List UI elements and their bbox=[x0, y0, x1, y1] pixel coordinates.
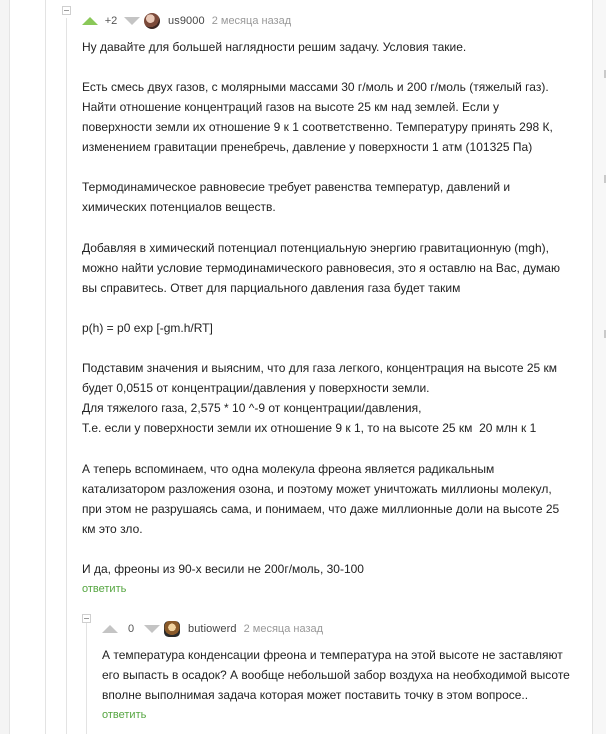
comment-text-line: катализатором разложения озона, и поэтому может уничтожать миллионы молекул, bbox=[82, 482, 552, 496]
comment-text-line: p(h) = p0 exp [-gm.h/RT] bbox=[82, 321, 213, 335]
comment-text-line: вы справитесь. Ответ для парциального давления газа будет таким bbox=[82, 281, 461, 295]
comment-text-line: вполне выполнимая задача которая может поставить точку в этом вопросе.. bbox=[102, 688, 529, 702]
thread-line-level2 bbox=[86, 622, 87, 734]
avatar[interactable] bbox=[144, 13, 160, 29]
comment-text-line: Подставим значения и выясним, что для газа легкого, концентрация на высоте 25 км bbox=[82, 361, 558, 375]
comment-text-line: его выпасть в осадок? А вообще небольшой забор воздуха на необходимой высоте bbox=[102, 668, 570, 682]
comment-text-line: А теперь вспоминаем, что одна молекула фреона является радикальным bbox=[82, 462, 495, 476]
avatar[interactable] bbox=[164, 621, 180, 637]
rating-value: 0 bbox=[127, 623, 135, 635]
rating-value: +2 bbox=[104, 15, 118, 27]
comment-text-line: км это зло. bbox=[82, 522, 143, 536]
author-name[interactable]: us9000 bbox=[168, 15, 205, 27]
left-page-frame bbox=[0, 0, 10, 734]
upvote-icon[interactable] bbox=[82, 17, 98, 25]
comment-text-line: при этом не разрушаясь сама, и понимаем, что даже миллионные доли на высоте 25 bbox=[82, 502, 560, 516]
collapse-thread-button[interactable] bbox=[82, 614, 91, 623]
comment-text-line: Т.е. если у поверхности земли их отношение 9 к 1, то на высоте 25 км 20 млн к 1 bbox=[82, 421, 537, 435]
comment-text-line: А температура конденсации фреона и температура на этой высоте не заставляют bbox=[102, 648, 563, 662]
comment-text-line: Термодинамическое равновесие требует равенства температур, давлений и bbox=[82, 180, 511, 194]
author-name[interactable]: butiowerd bbox=[188, 623, 237, 635]
vote-widget bbox=[82, 15, 140, 27]
thread-line-level1 bbox=[66, 18, 67, 734]
comment-text-line: химических потенциалов веществ. bbox=[82, 200, 276, 214]
comment-text-line: можно найти условие термодинамического равновесия, это я оставлю на Вас, думаю bbox=[82, 261, 560, 275]
downvote-icon[interactable] bbox=[124, 17, 140, 25]
comment-text-line: будет 0,0515 от концентрации/давления у поверхности земли. bbox=[82, 381, 430, 395]
comment-text-line: Для тяжелого газа, 2,575 * 10 ^-9 от концентрации/давления, bbox=[82, 401, 422, 415]
downvote-icon[interactable] bbox=[144, 625, 160, 633]
comment-timestamp[interactable]: 2 месяца назад bbox=[211, 15, 292, 27]
comment-text-line: И да, фреоны из 90-х весили не 200г/моль, 30-100 bbox=[82, 562, 364, 576]
collapse-thread-button[interactable] bbox=[62, 6, 71, 15]
right-page-frame bbox=[592, 0, 606, 734]
reply-button[interactable]: ответить bbox=[82, 583, 127, 595]
comment-text-line: Добавляя в химический потенциал потенциальную энергию гравитационную (mgh), bbox=[82, 241, 549, 255]
comment-header bbox=[102, 620, 323, 638]
vote-widget bbox=[102, 623, 160, 635]
comment-text-line: изменением гравитации пренебречь, давление у поверхности 1 атм (101325 Па) bbox=[82, 140, 533, 154]
upvote-icon[interactable] bbox=[102, 625, 118, 633]
reply-button[interactable]: ответить bbox=[102, 709, 147, 721]
comment-header bbox=[82, 12, 291, 30]
comment-timestamp[interactable]: 2 месяца назад bbox=[243, 623, 324, 635]
comment-text-line: Есть смесь двух газов, с молярными массами 30 г/моль и 200 г/моль (тяжелый газ). bbox=[82, 80, 549, 94]
comment-text-line: Найти отношение концентраций газов на высоте 25 км над землей. Если у bbox=[82, 100, 499, 114]
thread-branch-line bbox=[45, 0, 46, 734]
comment-text-line: поверхности земли их отношение 9 к 1 соответственно. Температуру принять 298 К, bbox=[82, 120, 553, 134]
comment-text-line: Ну давайте для большей наглядности решим задачу. Условия такие. bbox=[82, 40, 467, 54]
